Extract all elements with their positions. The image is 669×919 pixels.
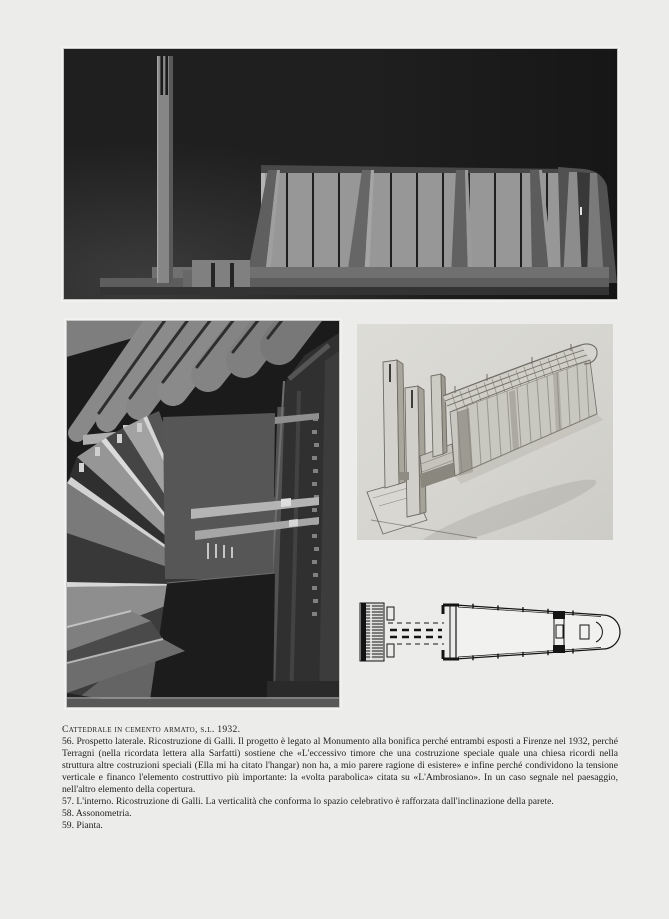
- caption-entry-57: 57. L'interno. Ricostruzione di Galli. La verticalità che conforma lo spazio celebrativo è rafforzata dall'inclinazione della parete.: [62, 796, 554, 807]
- caption-entry-59: 59. Pianta.: [62, 820, 103, 831]
- figure-57-interior-photo: [66, 320, 340, 708]
- side-elevation-model-illustration: [64, 49, 617, 299]
- figure-56-side-elevation-photo: [63, 48, 618, 300]
- figure-58-axonometric-sketch: [357, 324, 613, 540]
- interior-nave-illustration: [67, 321, 339, 707]
- caption-block: [62, 724, 618, 832]
- caption-entry-56: 56. Prospetto laterale. Ricostruzione di Galli. Il progetto è legato al Monumento alla bonifica perché entrambi esposti a Firenze nel 1932, perché Terragni (nella ricordata lettera alla Sarfatti) sostiene che «L'eccessivo timore che una costruzione speciale quale una chiesa ricordi nella struttura altre costruzioni speciali (Ella mi ha citato l'hangar) non ha, a mio parere ragione di esistere» e infine perché condividono la tensione verticale e financo l'elemento costruttivo più importante: la «volta parabolica» citata su «L'Ambrosiano». In un caso segnale nel paesaggio, nell'altro elemento della copertura.: [62, 736, 618, 795]
- plan-drawing-illustration: [358, 597, 624, 667]
- figure-59-plan-drawing: [358, 597, 624, 667]
- caption-entry-58: 58. Assonometria.: [62, 808, 132, 819]
- axonometric-sketch-illustration: [357, 324, 613, 540]
- caption-title: Cattedrale in cemento armato, s.l. 1932.: [62, 724, 241, 735]
